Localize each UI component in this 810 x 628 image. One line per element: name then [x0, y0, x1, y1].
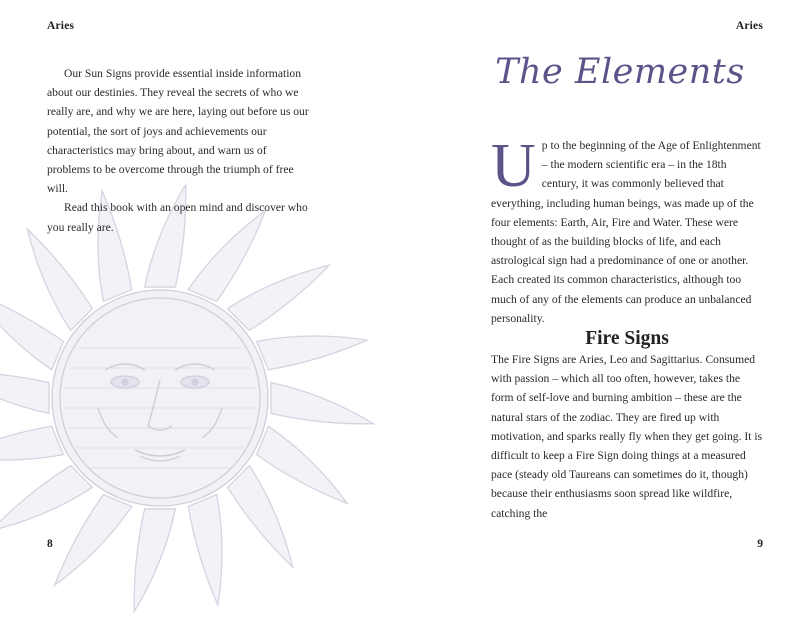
paragraph: Our Sun Signs provide essential inside information about our destinies. They reveal the secrets of who we really are, and why we are here, laying out before us our potential, the sort of joys and achievements our characteristics may bring about, and warn us of problems to be overcome through the triumph of free will.	[47, 67, 309, 196]
sun-ray	[55, 495, 132, 586]
section-paragraph: The Fire Signs are Aries, Leo and Sagittarius. Consumed with passion – which all too often, however, takes the form of self-love and burning ambition – these are the natural stars of the zodiac. They are fired up with motivation, and sparks really fly when they get going. It is difficult to keep a Fire Sign doing things at a measured pace (steady old Taureans can sometimes do it, though) because their enthusiasms soon spread like wildfire, catching the	[491, 353, 763, 520]
sun-face-icon	[0, 168, 390, 628]
left-body-text	[47, 64, 309, 237]
running-head-right: Aries	[735, 20, 763, 32]
intro-paragraph: p to the beginning of the Age of Enlightenment – the modern scientific era – in the 18th century, it was commonly believed that everything, including human beings, was made up of the four elements: Earth, Air, Fire and Water. These were thought of as the building blocks of life, and each astrological sign had a predominance of one or another. Each created its common characteristics, although too much of any of the elements can produce an unbalanced personality.	[491, 139, 761, 325]
sun-ray	[271, 383, 374, 424]
right-page	[405, 0, 810, 568]
section-text-block	[491, 350, 763, 523]
running-head-left: Aries	[47, 20, 75, 32]
sun-ray	[257, 336, 367, 370]
sun-ray	[228, 466, 293, 568]
intro-text-block	[491, 132, 763, 328]
sun-ray	[27, 229, 92, 331]
sun-ray	[0, 293, 63, 370]
sun-ray	[228, 265, 330, 330]
section-heading: Fire Signs	[585, 328, 669, 349]
sun-ray	[188, 495, 222, 605]
paragraph: Read this book with an open mind and discover who you really are.	[47, 201, 308, 234]
sun-ray	[0, 426, 63, 460]
drop-cap: U	[491, 132, 536, 200]
left-page	[0, 0, 405, 568]
sun-ray	[0, 466, 92, 531]
sun-ray	[257, 426, 348, 503]
page-number-right: 9	[757, 538, 763, 550]
sun-ray	[0, 372, 49, 413]
sun-ray	[134, 509, 175, 612]
page-number-left: 8	[47, 538, 53, 550]
chapter-title: The Elements	[495, 52, 745, 92]
